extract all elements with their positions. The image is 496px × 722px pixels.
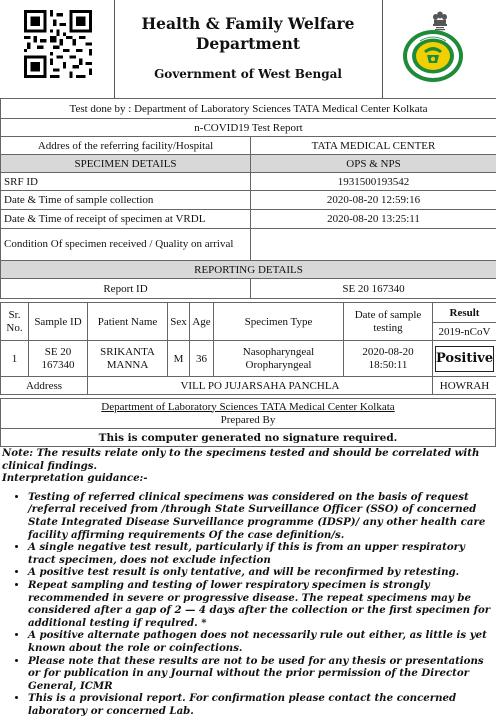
government-name: Government of West Bengal bbox=[154, 67, 342, 81]
srf-id-value: 1931500193542 bbox=[251, 173, 496, 191]
header-result-sub: 2019-nCoV bbox=[433, 323, 496, 341]
address-label: Address bbox=[1, 377, 88, 395]
prepared-by-department: Department of Laboratory Sciences TATA Medical Center Kolkata bbox=[101, 400, 395, 413]
row-age: 36 bbox=[190, 341, 214, 377]
row-specimen-type-2: Oropharyngeal bbox=[245, 358, 312, 371]
row-patient-name: SRIKANTA MANNA bbox=[88, 341, 168, 377]
header-date-of-testing: Date of sample testing bbox=[344, 303, 433, 341]
report-title: n-COVID19 Test Report bbox=[1, 119, 496, 137]
row-test-date-date: 2020-08-20 bbox=[362, 345, 414, 358]
condition-value bbox=[251, 229, 496, 261]
header-patient-name: Patient Name bbox=[88, 303, 168, 341]
header-age: Age bbox=[190, 303, 214, 341]
srf-id-label: SRF ID bbox=[1, 173, 251, 191]
guidance-title: Interpretation guidance:- bbox=[2, 472, 148, 485]
header-result: Result bbox=[433, 303, 496, 323]
row-sr-no: 1 bbox=[1, 341, 29, 377]
row-sex: M bbox=[168, 341, 190, 377]
list-item: • A positive test result is only tentative, and will be reconfirmed by retesting. bbox=[28, 566, 494, 579]
computer-generated-note: This is computer generated no signature required. bbox=[1, 429, 496, 447]
facility-value: TATA MEDICAL CENTER bbox=[251, 137, 496, 155]
row-specimen-type-1: Nasopharyngeal bbox=[242, 345, 315, 358]
specimen-details-heading: SPECIMEN DETAILS bbox=[1, 155, 251, 173]
prepared-by-label: Prepared By bbox=[220, 413, 276, 426]
header-sr-no: Sr. No. bbox=[1, 303, 29, 341]
results-table bbox=[0, 302, 496, 395]
collection-date-label: Date & Time of sample collection bbox=[1, 191, 251, 210]
row-sample-id: SE 20 167340 bbox=[29, 341, 88, 377]
reporting-details-heading: REPORTING DETAILS bbox=[1, 261, 496, 279]
specimen-types: OPS & NPS bbox=[251, 155, 496, 173]
row-test-date-time: 18:50:11 bbox=[368, 358, 408, 371]
qr-code-icon bbox=[24, 10, 92, 78]
facility-label: Addres of the referring facility/Hospital bbox=[1, 137, 251, 155]
department-line-1: Health & Family Welfare bbox=[141, 14, 355, 33]
west-bengal-seal-icon bbox=[402, 29, 464, 83]
interpretation-notes bbox=[2, 447, 494, 717]
department-line-2: Department bbox=[195, 34, 301, 53]
list-item: • This is a provisional report. For confirmation please contact the concerned laboratory or concerned Lab. bbox=[28, 692, 494, 717]
list-item: • Repeat sampling and testing of lower respiratory specimen is strongly recommended in severe or progressive disease. The repeat specimens may be considered after a gap of 2 — 4 days after the collection or the first specimen for additional testing if requlred. * bbox=[28, 579, 494, 629]
results-note: Note: The results relate only to the specimens tested and should be correlated with clinical findings. bbox=[2, 447, 480, 472]
list-item: • Testing of referred clinical specimens was considered on the basis of request /referral received from /through State Surveillance Officer (SSO) of concerned State Integrated Disease Surveillance programme (IDSP)/ any other health care facility affirming requirements Of the case definition/s. bbox=[28, 491, 494, 541]
header-sample-id: Sample ID bbox=[29, 303, 88, 341]
department-title bbox=[120, 14, 376, 54]
prepared-by-cell bbox=[1, 399, 496, 429]
row-specimen-type bbox=[214, 341, 344, 377]
header-specimen-type: Specimen Type bbox=[214, 303, 344, 341]
receipt-date-label: Date & Time of receipt of specimen at VRDL bbox=[1, 210, 251, 229]
row-result-cell bbox=[433, 341, 496, 377]
report-id-label: Report ID bbox=[1, 279, 251, 299]
header-sex: Sex bbox=[168, 303, 190, 341]
address-value: VILL PO JUJARSAHA PANCHLA bbox=[88, 377, 433, 395]
row-result: Positive bbox=[435, 346, 494, 372]
guidance-list bbox=[2, 491, 494, 718]
list-item: • A positive alternate pathogen does not necessarily rule out either, as little is yet known about the role or coinfections. bbox=[28, 629, 494, 654]
receipt-date-value: 2020-08-20 13:25:11 bbox=[251, 210, 496, 229]
list-item: • Please note that these results are not to be used for any thesis or presentations or for publication in any Journal without the prior permission of the Director General, ICMR bbox=[28, 655, 494, 693]
address-city: HOWRAH bbox=[433, 377, 496, 395]
list-item: • A single negative test result, particularly if this is from an upper respiratory tract specimen, does not exclude infection bbox=[28, 541, 494, 566]
table-row bbox=[1, 341, 496, 377]
report-header bbox=[0, 0, 496, 99]
condition-label: Condition Of specimen received / Quality on arrival bbox=[1, 229, 251, 261]
collection-date-value: 2020-08-20 12:59:16 bbox=[251, 191, 496, 210]
test-done-by: Test done by : Department of Laboratory Sciences TATA Medical Center Kolkata bbox=[1, 99, 496, 119]
row-test-date bbox=[344, 341, 433, 377]
specimen-info-table bbox=[0, 98, 496, 299]
report-id-value: SE 20 167340 bbox=[251, 279, 496, 299]
footer-table bbox=[0, 398, 496, 447]
